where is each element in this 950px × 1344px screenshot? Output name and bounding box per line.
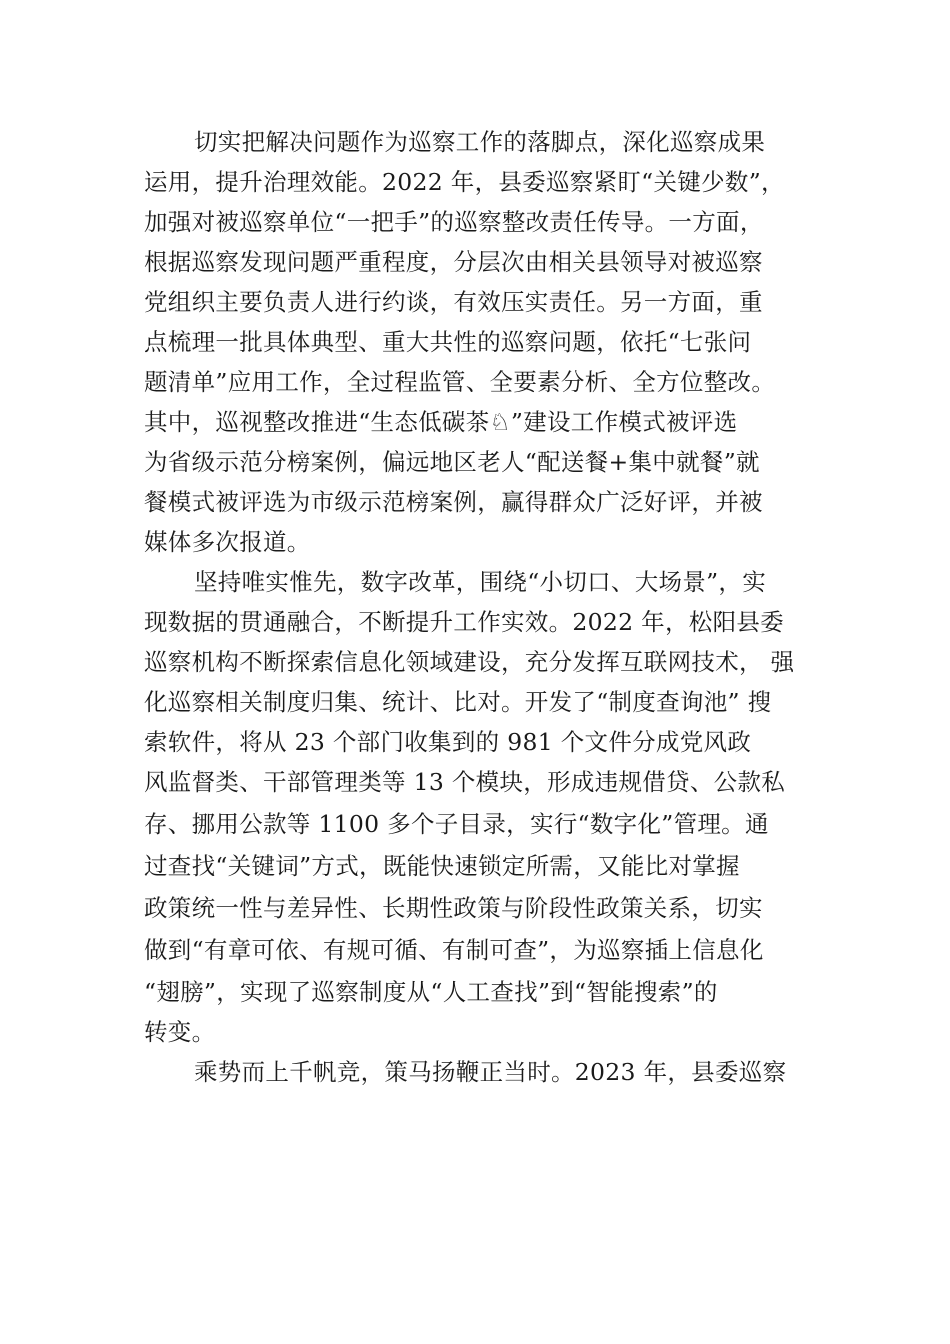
paragraph-1-line-7: 题清单”应用工作，全过程监管、全要素分析、全方位整改。 <box>144 368 776 396</box>
paragraph-1-line-10: 餐模式被评选为市级示范榜案例，赢得群众广泛好评，并被 <box>144 488 763 516</box>
paragraph-2-line-3: 巡察机构不断探索信息化领域建设，充分发挥互联网技术， 强 <box>144 648 795 676</box>
paragraph-2-line-9: 政策统一性与差异性、长期性政策与阶段性政策关系，切实 <box>144 894 763 922</box>
paragraph-1-line-3: 加强对被巡察单位“一把手”的巡察整改责任传导。一方面， <box>144 208 764 236</box>
paragraph-1-line-8: 其中，巡视整改推进“生态低碳茶♘”建设工作模式被评选 <box>144 408 738 436</box>
paragraph-2-line-7: 存、挪用公款等 1100 多个子目录，实行“数字化”管理。通 <box>144 810 769 838</box>
paragraph-2-line-2: 现数据的贯通融合，不断提升工作实效。2022 年，松阳县委 <box>144 608 784 636</box>
paragraph-1-line-1: 切实把解决问题作为巡察工作的落脚点，深化巡察成果 <box>194 128 766 156</box>
paragraph-3-line-1: 乘势而上千帆竞，策马扬鞭正当时。2023 年，县委巡察 <box>194 1058 787 1086</box>
paragraph-2-line-5: 索软件，将从 23 个部门收集到的 981 个文件分成党风政 <box>144 728 752 756</box>
paragraph-2-line-4: 化巡察相关制度归集、统计、比对。开发了“制度查询池” 搜 <box>144 688 772 716</box>
paragraph-1-line-11: 媒体多次报道。 <box>144 528 311 556</box>
paragraph-1-line-5: 党组织主要负责人进行约谈，有效压实责任。另一方面，重 <box>144 288 763 316</box>
paragraph-1-line-6: 点梳理一批具体典型、重大共性的巡察问题，依托“七张问 <box>144 328 752 356</box>
paragraph-2-line-1: 坚持唯实惟先，数字改革，围绕“小切口、大场景”，实 <box>194 568 767 596</box>
paragraph-1-line-4: 根据巡察发现问题严重程度，分层次由相关县领导对被巡察 <box>144 248 763 276</box>
paragraph-1-line-9: 为省级示范分榜案例，偏远地区老人“配送餐+集中就餐”就 <box>144 448 760 476</box>
paragraph-2-line-12: 转变。 <box>144 1018 216 1046</box>
paragraph-2-line-10: 做到“有章可依、有规可循、有制可查”，为巡察插上信息化 <box>144 936 764 964</box>
paragraph-1-line-2: 运用，提升治理效能。2022 年，县委巡察紧盯“关键少数”， <box>144 168 785 196</box>
paragraph-2-line-11: “翅膀”，实现了巡察制度从“人工查找”到“智能搜索”的 <box>144 978 718 1006</box>
paragraph-2-line-8: 过查找“关键词”方式，既能快速锁定所需，又能比对掌握 <box>144 852 740 880</box>
paragraph-2-line-6: 风监督类、干部管理类等 13 个模块，形成违规借贷、公款私 <box>144 768 786 796</box>
